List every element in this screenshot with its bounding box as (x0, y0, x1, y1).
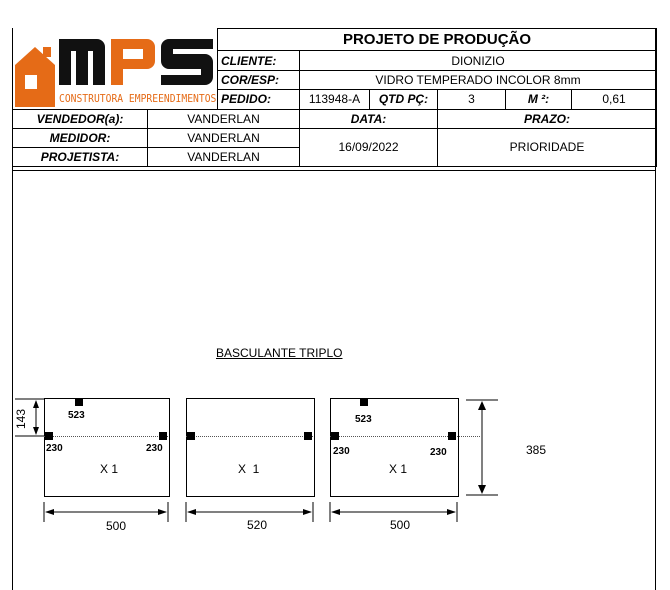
document-title: PROJETO DE PRODUÇÃO (218, 29, 657, 51)
cliente-value: DIONIZIO (300, 51, 657, 70)
logo-subtitle: CONSTRUTORA EMPREENDIMENTOS (58, 91, 216, 105)
panel-1-left-label: 230 (46, 443, 63, 454)
panel-2-left-hardware (187, 432, 195, 440)
height-top-label: 143 (14, 408, 28, 430)
panel-1-axis-line (44, 436, 168, 437)
panel-3-right-hardware (448, 432, 456, 440)
qtd-label: QTD PÇ: (370, 90, 438, 109)
prazo-label: PRAZO: (438, 109, 657, 128)
company-logo (13, 29, 217, 109)
data-label: DATA: (300, 109, 438, 128)
panel-1-width-label: 500 (106, 519, 127, 533)
panel-3-axis-line (330, 436, 480, 437)
panel-1-quantity: X 1 (100, 462, 119, 476)
qtd-value: 3 (438, 90, 506, 109)
pedido-value: 113948-A (300, 90, 370, 109)
panel-3-top-label: 523 (355, 414, 372, 425)
panel-1-right-label: 230 (146, 443, 163, 454)
panel-2-right-hardware (304, 432, 312, 440)
projetista-label: PROJETISTA: (13, 147, 148, 166)
vendedor-label: VENDEDOR(a): (13, 109, 148, 128)
panel-3-quantity: X 1 (389, 462, 408, 476)
logo-cell (13, 29, 218, 110)
pedido-label: PEDIDO: (218, 90, 300, 109)
panel-3-width-label: 500 (390, 518, 411, 532)
medidor-value: VANDERLAN (148, 128, 300, 147)
prazo-value: PRIORIDADE (438, 128, 657, 166)
panel-3-left-label: 230 (333, 446, 350, 457)
cor-value: VIDRO TEMPERADO INCOLOR 8mm (300, 70, 657, 89)
panel-1-right-hardware (159, 432, 167, 440)
header-table (12, 28, 657, 167)
medidor-label: MEDIDOR: (13, 128, 148, 147)
frame-left-border (12, 28, 13, 590)
panel-2-axis-line (186, 436, 313, 437)
m2-label: M ²: (506, 90, 572, 109)
panel-3-top-hardware (360, 398, 368, 406)
cor-label: COR/ESP: (218, 70, 300, 89)
glass-panel-2 (186, 398, 315, 497)
m2-value: 0,61 (572, 90, 657, 109)
data-value: 16/09/2022 (300, 128, 438, 166)
cliente-label: CLIENTE: (218, 51, 300, 70)
panel-1-top-label: 523 (68, 410, 85, 421)
total-height-label: 385 (526, 443, 547, 457)
panel-1-left-hardware (45, 432, 53, 440)
vendedor-value: VANDERLAN (148, 109, 300, 128)
drawing-title: BASCULANTE TRIPLO (216, 346, 343, 360)
panel-3-left-hardware (331, 432, 339, 440)
panel-1-top-hardware (75, 398, 83, 406)
panel-2-width-label: 520 (247, 518, 268, 532)
frame-right-border (655, 28, 656, 590)
total-height-dimension (462, 396, 502, 498)
projetista-value: VANDERLAN (148, 147, 300, 166)
panel-2-quantity: X 1 (238, 462, 260, 476)
panel-3-right-label: 230 (430, 447, 447, 458)
header-bottom-border (12, 170, 656, 171)
